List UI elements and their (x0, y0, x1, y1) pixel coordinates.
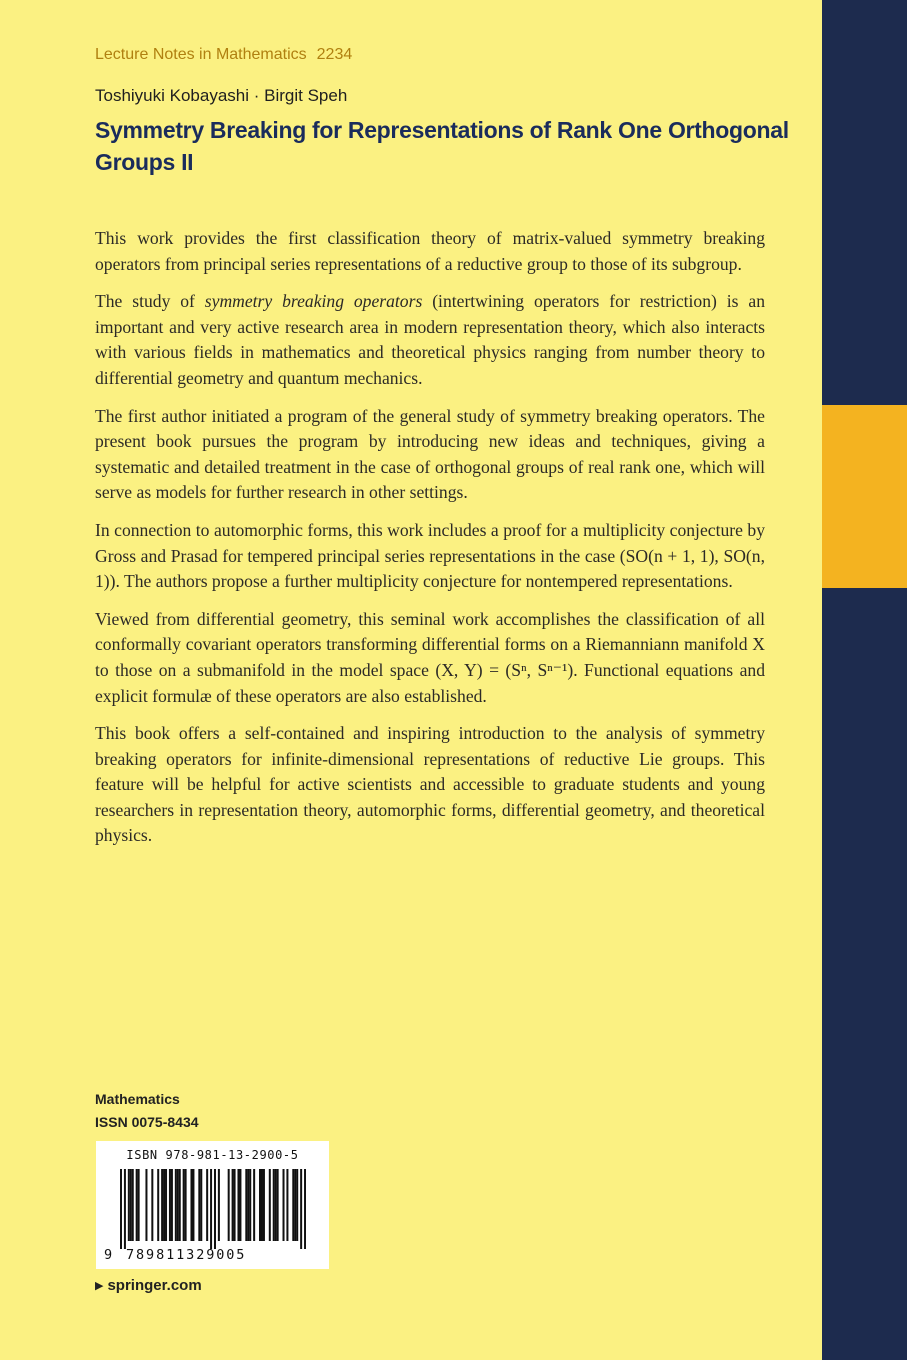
issn-label: ISSN 0075-8434 (95, 1114, 199, 1130)
barcode-bar (128, 1169, 130, 1241)
barcode-bar (190, 1169, 192, 1241)
barcode-bar (192, 1169, 194, 1241)
series-volume: 2234 (316, 46, 353, 63)
barcode-bar (171, 1169, 173, 1241)
barcode-bar (206, 1169, 208, 1241)
barcode-bar (130, 1169, 132, 1241)
blurb-paragraph-6: This book offers a self-contained and inspiring introduction to the analysis of symmetry breaking operators for infinite-dimensional representations of reductive Lie groups. This feature will be helpful for active scientists and accessible to graduate students and young researchers in representation theory, automorphic forms, differential geometry, and theoretical physics. (95, 723, 765, 846)
blurb-p2-end: (intertwining operators for restriction) is an important and very active research area in modern representation theory, which also interacts with various fields in mathematics and theoretical physics ranging from number theory to differential geometry and quantum mechanics. (95, 291, 765, 388)
book-authors: Toshiyuki Kobayashi · Birgit Speh (95, 86, 348, 105)
isbn-label: ISBN 978-981-13-2900-5 (126, 1148, 299, 1162)
barcode-bar (228, 1169, 230, 1241)
barcode-bar (277, 1169, 279, 1241)
barcode-bar (259, 1169, 261, 1241)
publisher-website[interactable] (95, 1277, 202, 1294)
barcode-bar (169, 1169, 171, 1241)
barcode-bar (286, 1169, 288, 1241)
barcode-bar (296, 1169, 298, 1241)
blurb-paragraph-3: The first author initiated a program of the general study of symmetry breaking operators. The present book pursues the program by introducing new ideas and techniques, giving a systematic and detailed treatment in the case of orthogonal groups of real rank one, which will serve as models for further research in other settings. (95, 405, 765, 503)
barcode-bar (124, 1169, 126, 1249)
barcode-bar (132, 1169, 134, 1241)
barcode-bar (292, 1169, 294, 1241)
barcode-bar (237, 1169, 239, 1241)
barcode-bar (249, 1169, 251, 1241)
barcode-bar (304, 1169, 306, 1249)
barcode-bar (185, 1169, 187, 1241)
barcode-bar (263, 1169, 265, 1241)
series-name: Lecture Notes in Mathematics (95, 46, 307, 63)
cover-stripe-accent (822, 405, 907, 588)
barcode-bar (232, 1169, 234, 1241)
arrow-icon: ▶ (95, 1280, 104, 1292)
barcode-bar (165, 1169, 167, 1241)
barcode-bar (161, 1169, 163, 1241)
blurb-paragraph-4: In connection to automorphic forms, this work includes a proof for a multiplicity conjecture by Gross and Prasad for tempered principal series representations in the case (SO(n + 1, 1), SO(n, 1)). The authors propose a further multiplicity conjecture for nontempered representations. (95, 519, 765, 592)
book-title: Symmetry Breaking for Representations of Rank One Orthogonal Groups II (95, 117, 789, 175)
barcode-bar (157, 1169, 159, 1241)
barcode-bar (183, 1169, 185, 1241)
blurb-p2-start: The study of (95, 291, 205, 312)
barcode-bar (179, 1169, 181, 1241)
blurb (95, 226, 765, 861)
barcode-bar (151, 1169, 153, 1241)
cover-side-stripe (822, 0, 907, 1360)
subject-label: Mathematics (95, 1091, 180, 1107)
blurb-p2-emphasis: symmetry breaking operators (204, 291, 423, 312)
barcode-bar (247, 1169, 249, 1241)
barcode-first-digit: 9 (104, 1247, 113, 1263)
barcode-bar (177, 1169, 179, 1241)
barcode-bar (200, 1169, 202, 1241)
blurb-paragraph-5: Viewed from differential geometry, this seminal work accomplishes the classification of all conformally covariant operators transforming differential forms on a Riemanniann manifold X to those on a submanifold in the model space (X, Y) = (Sⁿ, Sⁿ⁻¹). Functional equations and explicit formulæ of these operators are also established. (95, 608, 765, 706)
barcode-bar (214, 1169, 216, 1249)
blurb-paragraph-2 (95, 289, 765, 391)
barcode-bar (269, 1169, 271, 1241)
barcode-bar (175, 1169, 177, 1241)
barcode-bar (261, 1169, 263, 1241)
isbn-barcode (96, 1141, 329, 1269)
barcode-bar (218, 1169, 220, 1241)
barcode-bars (120, 1169, 306, 1249)
barcode-bar (198, 1169, 200, 1241)
series-line (95, 46, 352, 64)
barcode-bar (138, 1169, 140, 1241)
barcode-bar (120, 1169, 122, 1249)
barcode-bar (300, 1169, 302, 1249)
barcode-bar (210, 1169, 212, 1249)
barcode-bar (239, 1169, 241, 1241)
barcode-bar (294, 1169, 296, 1241)
barcode-bar (283, 1169, 285, 1241)
barcode-bar (275, 1169, 277, 1241)
barcode-bar (136, 1169, 138, 1241)
blurb-paragraph-1: This work provides the first classification theory of matrix-valued symmetry breaking operators from principal series representations of a reductive group to those of its subgroup. (95, 228, 765, 274)
barcode-bar (145, 1169, 147, 1241)
barcode-bar (163, 1169, 165, 1241)
barcode-bar (273, 1169, 275, 1241)
barcode-bar (253, 1169, 255, 1241)
barcode-bar (234, 1169, 236, 1241)
barcode-bar (245, 1169, 247, 1241)
barcode-rest-digits: 789811329005 (126, 1247, 247, 1263)
website-url: springer.com (107, 1277, 202, 1294)
